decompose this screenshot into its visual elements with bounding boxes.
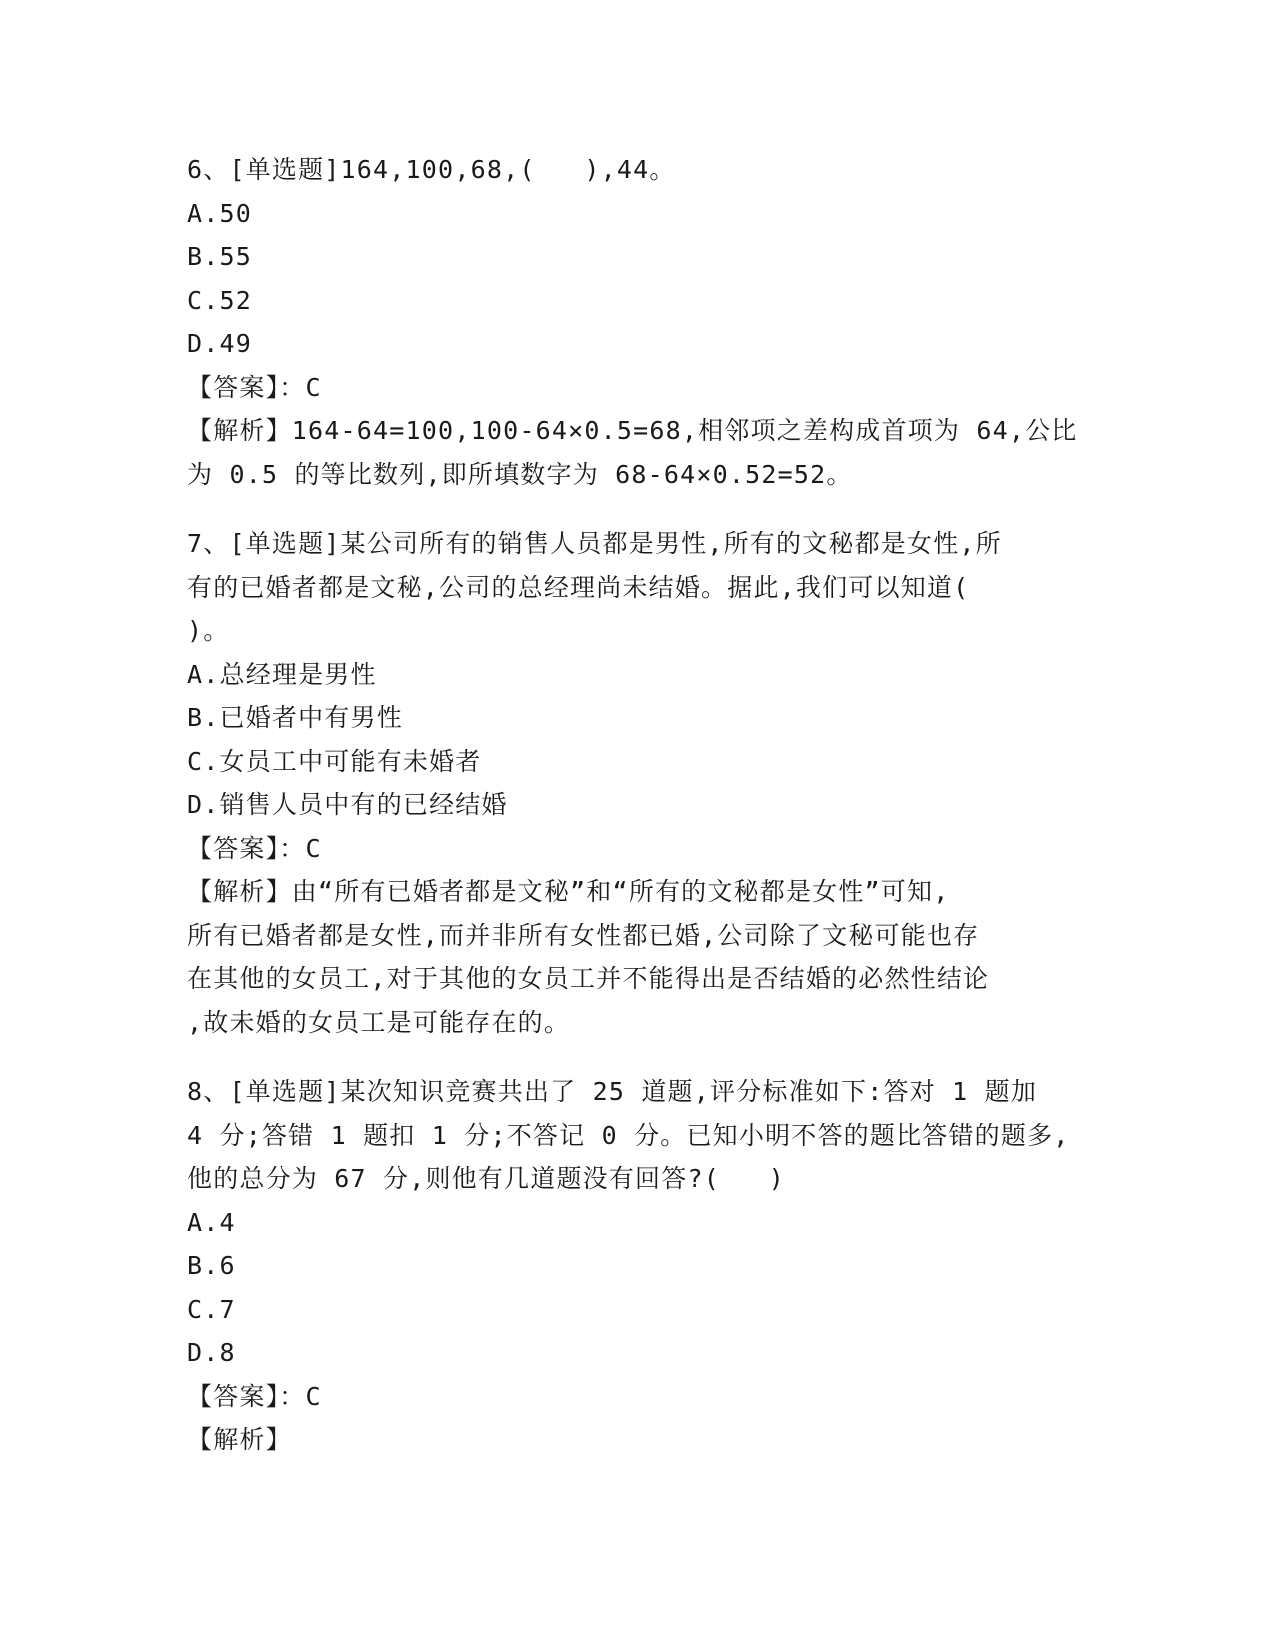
- question-8: [187, 1070, 1087, 1462]
- option-d: D.8: [187, 1338, 236, 1367]
- option-a: A.4: [187, 1207, 236, 1237]
- analysis-line: 【解析】164-64=100,100-64×0.5=68,相邻项之差构成首项为 64,公比: [187, 416, 1078, 445]
- question-stem: 有的已婚者都是文秘,公司的总经理尚未结婚。据此,我们可以知道(: [187, 572, 970, 602]
- question-stem: 6、[单选题]164,100,68,( ),44。: [187, 155, 676, 184]
- option-d: D.销售人员中有的已经结婚: [187, 790, 508, 819]
- option-b: B.已婚者中有男性: [187, 703, 403, 732]
- option-b: B.6: [187, 1251, 236, 1280]
- option-b: B.55: [187, 242, 253, 271]
- analysis-line: 所有已婚者都是女性,而并非所有女性都已婚,公司除了文秘可能也存: [187, 920, 980, 950]
- answer: 【答案】：C: [187, 372, 322, 402]
- question-stem: 4 分;答错 1 题扣 1 分;不答记 0 分。已知小明不答的题比答错的题多,: [187, 1120, 1070, 1150]
- analysis-line: 为 0.5 的等比数列,即所填数字为 68-64×0.52=52。: [187, 459, 853, 489]
- analysis-line: 【解析】: [187, 1425, 292, 1454]
- analysis-line: ,故未婚的女员工是可能存在的。: [187, 1007, 571, 1037]
- option-c: C.女员工中可能有未婚者: [187, 746, 482, 776]
- question-stem: 7、[单选题]某公司所有的销售人员都是男性,所有的文秘都是女性,所: [187, 529, 1002, 558]
- question-stem: )。: [187, 616, 230, 645]
- option-c: C.52: [187, 285, 253, 315]
- question-7: [187, 522, 1087, 1044]
- option-c: C.7: [187, 1294, 236, 1324]
- question-list: [187, 148, 1087, 1488]
- analysis-line: 【解析】由“所有已婚者都是文秘”和“所有的文秘都是女性”可知,: [187, 877, 950, 906]
- analysis-line: 在其他的女员工,对于其他的女员工并不能得出是否结婚的必然性结论: [187, 964, 990, 993]
- question-stem: 他的总分为 67 分,则他有几道题没有回答?( ): [187, 1164, 785, 1193]
- option-a: A.总经理是男性: [187, 659, 377, 689]
- answer: 【答案】：C: [187, 833, 322, 863]
- answer: 【答案】：C: [187, 1381, 322, 1411]
- option-a: A.50: [187, 198, 253, 228]
- question-stem: 8、[单选题]某次知识竞赛共出了 25 道题,评分标准如下:答对 1 题加: [187, 1077, 1038, 1106]
- question-6: [187, 148, 1087, 496]
- option-d: D.49: [187, 329, 253, 358]
